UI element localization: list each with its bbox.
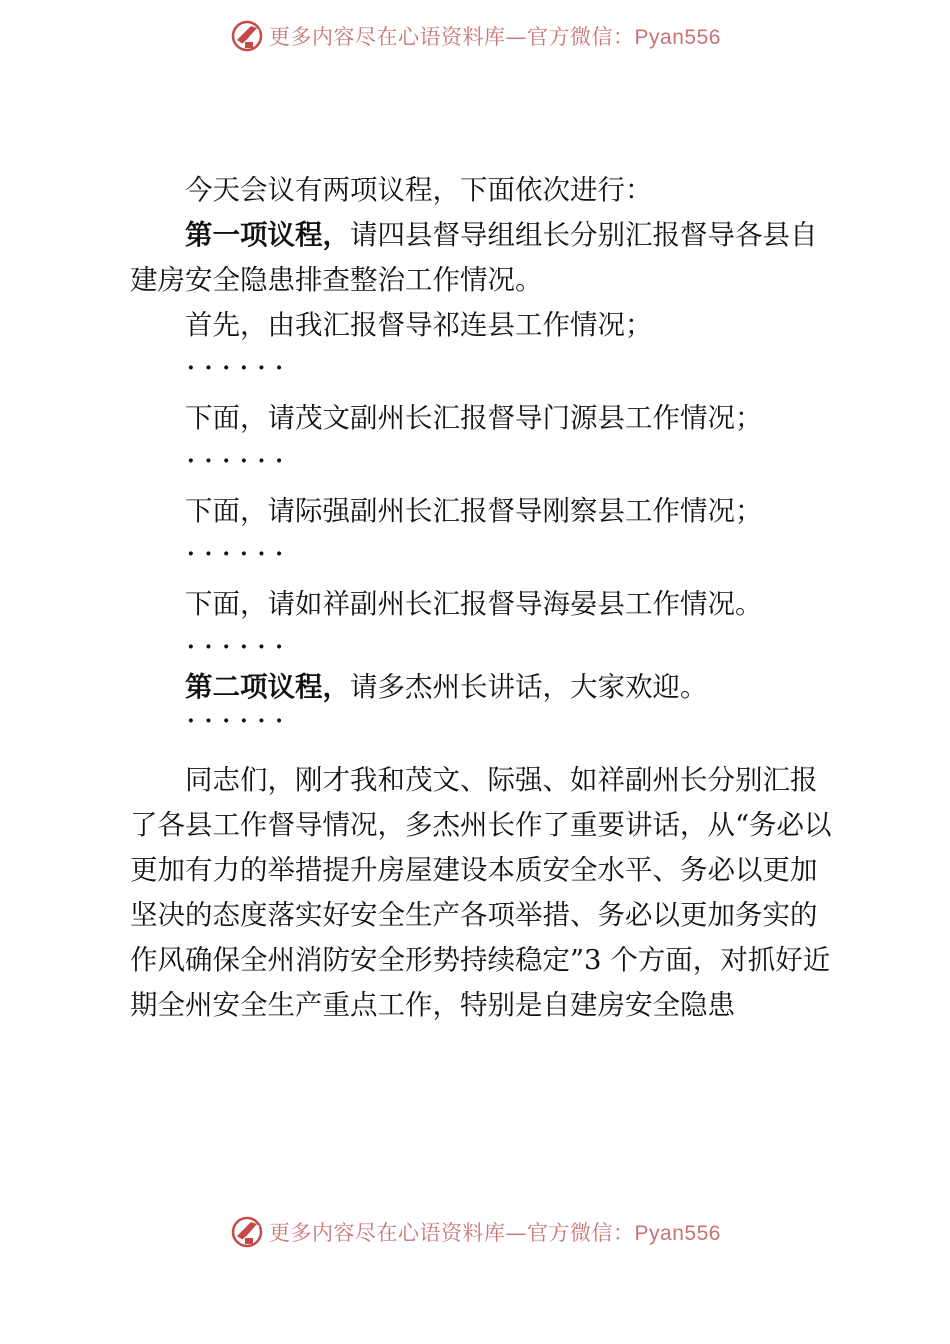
ellipsis-5	[130, 710, 838, 758]
watermark-text: 更多内容尽在心语资料库—官方微信：Pyan556	[269, 1221, 721, 1245]
header-watermark	[0, 14, 950, 58]
report-4: 下面，请如祥副州长汇报督导海晏县工作情况。	[185, 588, 763, 620]
agenda-1-label: 第一项议程，	[185, 219, 350, 251]
agenda-item-2	[130, 665, 838, 710]
report-2: 下面，请茂文副州长汇报督导门源县工作情况；	[185, 402, 763, 434]
ellipsis-dots: ······	[187, 355, 293, 381]
watermark-text: 更多内容尽在心语资料库—官方微信：Pyan556	[269, 25, 721, 49]
ellipsis-2	[130, 441, 838, 489]
ellipsis-3	[130, 534, 838, 582]
intro-paragraph: 今天会议有两项议程，下面依次进行：	[185, 174, 653, 206]
agenda-2-label: 第二项议程，	[185, 671, 350, 703]
agenda-item-1	[130, 213, 838, 303]
closing-paragraph: 同志们，刚才我和茂文、际强、如祥副州长分别汇报了各县工作督导情况，多杰州长作了重要讲话，从“务必以更加有力的举措提升房屋建设本质安全水平、务必以更加坚决的态度落实好安全生产各项举措、务必以更加务实的作风确保全州消防安全形势持续稳定”3 个方面，对抓好近期全州安全生产重点工作，特别是自建房安全隐患	[130, 764, 832, 1021]
ellipsis-dots: ······	[187, 708, 293, 734]
ellipsis-1	[130, 348, 838, 396]
ellipsis-dots: ······	[187, 448, 293, 474]
footer-watermark	[0, 1210, 950, 1254]
report-3: 下面，请际强副州长汇报督导刚察县工作情况；	[185, 495, 763, 527]
ellipsis-dots: ······	[187, 541, 293, 567]
document-body	[130, 168, 838, 1028]
agenda-2-text: 请多杰州长讲话，大家欢迎。	[350, 671, 708, 703]
ellipsis-dots: ······	[187, 634, 293, 660]
agenda-1-text: 请四县督导组组长分别汇报督导各县自建房安全隐患排查整治工作情况。	[130, 219, 818, 296]
report-1: 首先，由我汇报督导祁连县工作情况；	[185, 309, 653, 341]
brand-logo-icon	[229, 1214, 265, 1250]
ellipsis-4	[130, 627, 838, 665]
brand-logo-icon	[229, 18, 265, 54]
